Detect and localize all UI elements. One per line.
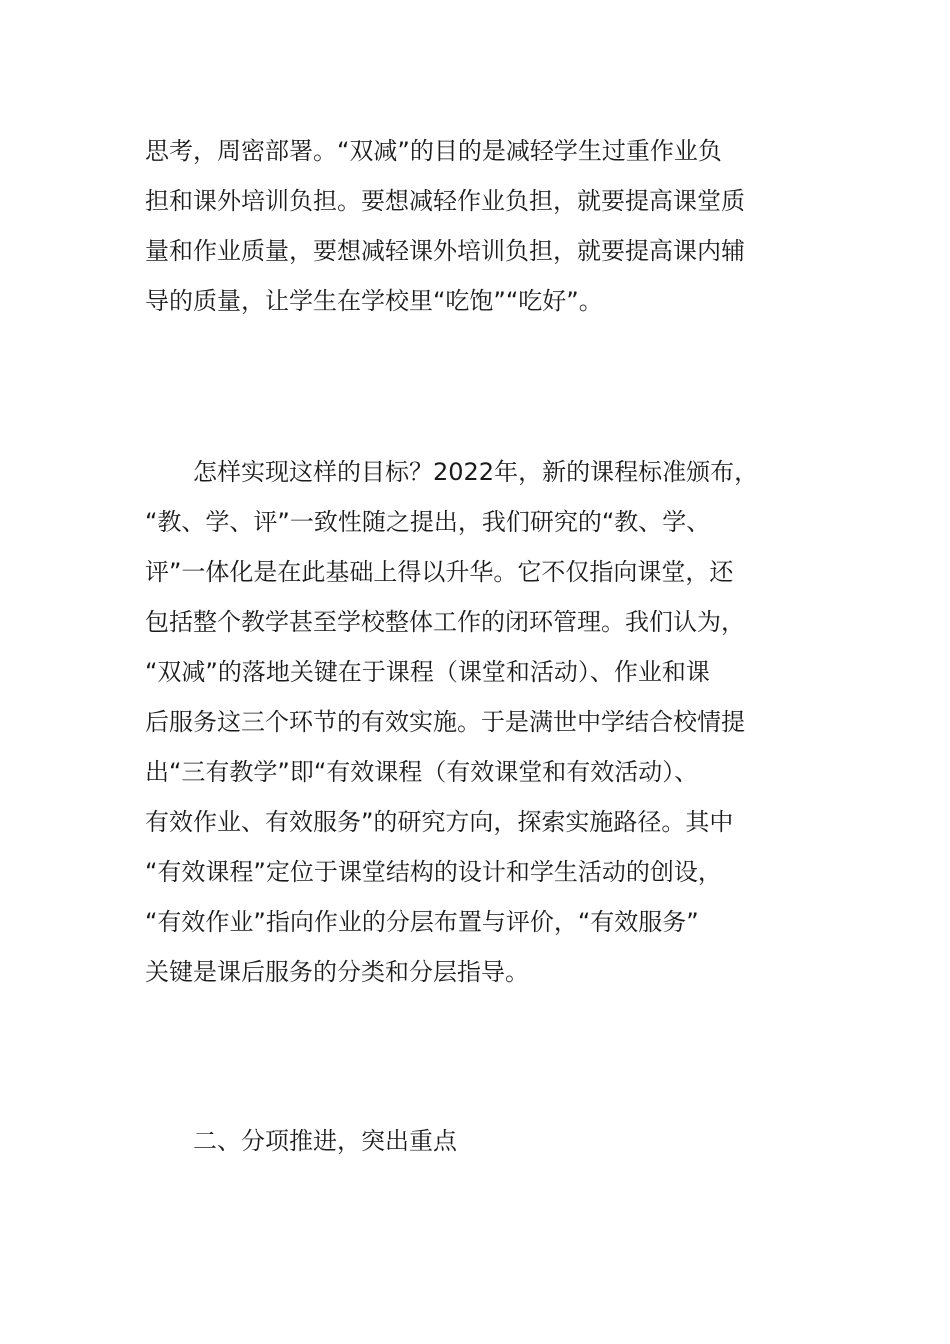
text-line: 怎样实现这样的目标？2022年，新的课程标准颁布， — [145, 458, 759, 486]
section-heading — [145, 1116, 805, 1166]
paragraph-2 — [145, 447, 805, 997]
text-line: 担和课外培训负担。要想减轻作业负担，就要提高课堂质 — [145, 187, 745, 215]
text-line: “教、学、评”一致性随之提出，我们研究的“教、学、 — [145, 508, 711, 536]
text-line: 后服务这三个环节的有效实施。于是满世中学结合校情提 — [145, 708, 745, 736]
text-line: 评”一体化是在此基础上得以升华。它不仅指向课堂，还 — [145, 558, 734, 586]
heading-text: 二、分项推进，突出重点 — [145, 1127, 457, 1155]
text-line: 包括整个教学甚至学校整体工作的闭环管理。我们认为， — [145, 608, 745, 636]
text-line: “有效课程”定位于课堂结构的设计和学生活动的创设， — [145, 858, 722, 886]
paragraph-1 — [145, 126, 805, 326]
text-line: “有效作业”指向作业的分层布置与评价，“有效服务” — [145, 908, 699, 936]
text-line: 出“三有教学”即“有效课程（有效课堂和有效活动）、 — [145, 758, 699, 786]
text-line: 关键是课后服务的分类和分层指导。 — [145, 958, 529, 986]
text-line: 量和作业质量，要想减轻课外培训负担，就要提高课内辅 — [145, 237, 745, 265]
text-line: 思考，周密部署。“双减”的目的是减轻学生过重作业负 — [145, 137, 722, 165]
text-line: 导的质量，让学生在学校里“吃饱”“吃好”。 — [145, 287, 603, 315]
text-line: “双减”的落地关键在于课程（课堂和活动）、作业和课 — [145, 658, 710, 686]
text-line: 有效作业、有效服务”的研究方向，探索实施路径。其中 — [145, 808, 734, 836]
